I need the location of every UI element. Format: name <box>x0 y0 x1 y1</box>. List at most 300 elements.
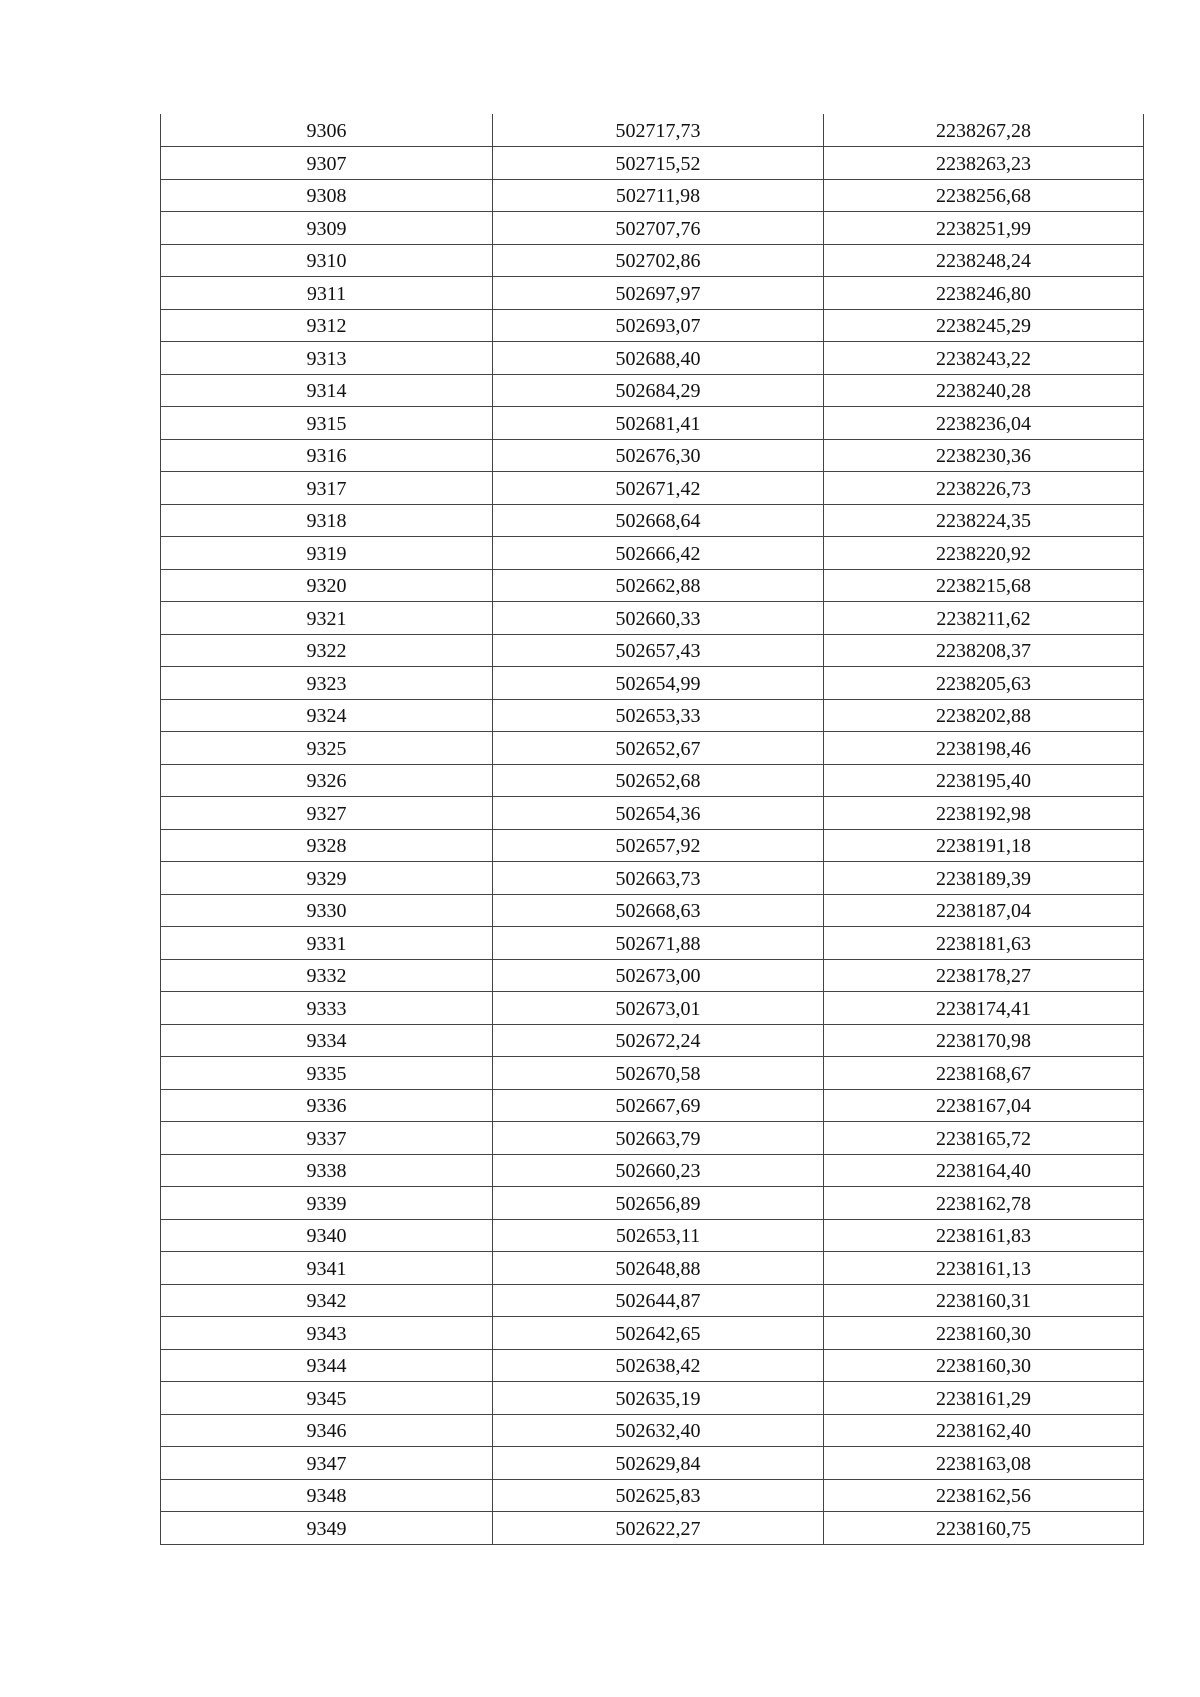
table-row <box>161 1382 1144 1415</box>
y-coordinate-text: 2238211,62 <box>936 607 1031 630</box>
x-coordinate-cell <box>493 179 824 212</box>
x-coordinate-text: 502671,42 <box>615 477 701 500</box>
point-number-cell <box>161 1252 493 1285</box>
x-coordinate-text: 502702,86 <box>615 250 701 273</box>
point-number-cell <box>161 1447 493 1480</box>
point-number-cell <box>161 537 493 570</box>
point-number-cell <box>161 569 493 602</box>
y-coordinate-cell <box>824 927 1144 960</box>
x-coordinate-text: 502673,00 <box>615 965 701 988</box>
y-coordinate-cell <box>824 992 1144 1025</box>
x-coordinate-text: 502660,23 <box>615 1160 701 1183</box>
x-coordinate-cell <box>493 862 824 895</box>
table-row <box>161 829 1144 862</box>
y-coordinate-text: 2238160,31 <box>936 1290 1031 1313</box>
point-number-cell <box>161 602 493 635</box>
y-coordinate-cell <box>824 472 1144 505</box>
x-coordinate-cell <box>493 114 824 147</box>
y-coordinate-text: 2238162,78 <box>936 1192 1031 1215</box>
x-coordinate-cell <box>493 244 824 277</box>
y-coordinate-text: 2238167,04 <box>936 1095 1031 1118</box>
x-coordinate-cell <box>493 602 824 635</box>
point-number-cell <box>161 732 493 765</box>
x-coordinate-text: 502717,73 <box>615 120 701 142</box>
point-number-text: 9323 <box>306 672 347 695</box>
y-coordinate-cell <box>824 667 1144 700</box>
point-number-cell <box>161 1349 493 1382</box>
y-coordinate-text: 2238162,56 <box>936 1485 1031 1508</box>
x-coordinate-text: 502684,29 <box>615 380 701 403</box>
y-coordinate-cell <box>824 1122 1144 1155</box>
x-coordinate-cell <box>493 374 824 407</box>
table-row <box>161 147 1144 180</box>
point-number-text: 9342 <box>306 1290 347 1313</box>
y-coordinate-cell <box>824 959 1144 992</box>
table-row <box>161 1512 1144 1545</box>
point-number-text: 9334 <box>306 1030 347 1053</box>
x-coordinate-cell <box>493 1252 824 1285</box>
point-number-cell <box>161 504 493 537</box>
point-number-text: 9318 <box>306 510 347 533</box>
x-coordinate-cell <box>493 992 824 1025</box>
x-coordinate-text: 502653,11 <box>615 1225 701 1248</box>
x-coordinate-cell <box>493 504 824 537</box>
point-number-cell <box>161 764 493 797</box>
point-number-text: 9344 <box>306 1355 347 1378</box>
x-coordinate-text: 502635,19 <box>615 1387 701 1410</box>
coordinates-table <box>160 114 1144 1545</box>
y-coordinate-text: 2238170,98 <box>936 1030 1031 1053</box>
y-coordinate-text: 2238208,37 <box>936 640 1031 663</box>
x-coordinate-cell <box>493 959 824 992</box>
table-row <box>161 407 1144 440</box>
y-coordinate-cell <box>824 1252 1144 1285</box>
x-coordinate-cell <box>493 472 824 505</box>
x-coordinate-text: 502629,84 <box>615 1452 701 1475</box>
y-coordinate-text: 2238163,08 <box>936 1452 1031 1475</box>
table-row <box>161 1089 1144 1122</box>
table-row <box>161 862 1144 895</box>
x-coordinate-cell <box>493 342 824 375</box>
point-number-text: 9331 <box>306 932 347 955</box>
point-number-text: 9332 <box>306 965 347 988</box>
y-coordinate-text: 2238187,04 <box>936 900 1031 923</box>
y-coordinate-text: 2238164,40 <box>936 1160 1031 1183</box>
y-coordinate-text: 2238205,63 <box>936 672 1031 695</box>
y-coordinate-text: 2238189,39 <box>936 867 1031 890</box>
point-number-text: 9338 <box>306 1160 347 1183</box>
table-row <box>161 732 1144 765</box>
point-number-cell <box>161 309 493 342</box>
y-coordinate-cell <box>824 179 1144 212</box>
y-coordinate-cell <box>824 1382 1144 1415</box>
y-coordinate-cell <box>824 1154 1144 1187</box>
point-number-cell <box>161 797 493 830</box>
y-coordinate-text: 2238256,68 <box>936 185 1031 208</box>
y-coordinate-cell <box>824 1479 1144 1512</box>
point-number-text: 9347 <box>306 1452 347 1475</box>
x-coordinate-cell <box>493 212 824 245</box>
point-number-cell <box>161 472 493 505</box>
table-row <box>161 212 1144 245</box>
point-number-cell <box>161 667 493 700</box>
table-row <box>161 1187 1144 1220</box>
x-coordinate-text: 502663,79 <box>615 1127 701 1150</box>
y-coordinate-text: 2238248,24 <box>936 250 1031 273</box>
point-number-text: 9333 <box>306 997 347 1020</box>
y-coordinate-cell <box>824 602 1144 635</box>
x-coordinate-cell <box>493 1089 824 1122</box>
table-row <box>161 992 1144 1025</box>
table-row <box>161 634 1144 667</box>
y-coordinate-cell <box>824 309 1144 342</box>
point-number-cell <box>161 634 493 667</box>
point-number-cell <box>161 927 493 960</box>
point-number-text: 9306 <box>306 120 347 142</box>
y-coordinate-cell <box>824 147 1144 180</box>
point-number-text: 9312 <box>306 315 347 338</box>
x-coordinate-text: 502672,24 <box>615 1030 701 1053</box>
y-coordinate-cell <box>824 699 1144 732</box>
x-coordinate-text: 502652,67 <box>615 737 701 760</box>
point-number-cell <box>161 114 493 147</box>
point-number-text: 9345 <box>306 1387 347 1410</box>
x-coordinate-cell <box>493 1057 824 1090</box>
y-coordinate-cell <box>824 862 1144 895</box>
y-coordinate-text: 2238181,63 <box>936 932 1031 955</box>
x-coordinate-cell <box>493 1349 824 1382</box>
table-row <box>161 439 1144 472</box>
point-number-cell <box>161 829 493 862</box>
point-number-text: 9325 <box>306 737 347 760</box>
y-coordinate-text: 2238198,46 <box>936 737 1031 760</box>
point-number-text: 9313 <box>306 347 347 370</box>
point-number-cell <box>161 959 493 992</box>
y-coordinate-text: 2238215,68 <box>936 575 1031 598</box>
y-coordinate-text: 2238178,27 <box>936 965 1031 988</box>
x-coordinate-cell <box>493 1479 824 1512</box>
point-number-text: 9319 <box>306 542 347 565</box>
y-coordinate-text: 2238251,99 <box>936 217 1031 240</box>
point-number-text: 9340 <box>306 1225 347 1248</box>
x-coordinate-cell <box>493 829 824 862</box>
y-coordinate-cell <box>824 569 1144 602</box>
y-coordinate-text: 2238246,80 <box>936 282 1031 305</box>
x-coordinate-cell <box>493 1024 824 1057</box>
table-row <box>161 1317 1144 1350</box>
y-coordinate-cell <box>824 212 1144 245</box>
x-coordinate-text: 502652,68 <box>615 770 701 793</box>
x-coordinate-cell <box>493 439 824 472</box>
point-number-text: 9329 <box>306 867 347 890</box>
point-number-text: 9322 <box>306 640 347 663</box>
x-coordinate-text: 502632,40 <box>615 1420 701 1443</box>
y-coordinate-cell <box>824 1512 1144 1545</box>
y-coordinate-text: 2238243,22 <box>936 347 1031 370</box>
point-number-cell <box>161 439 493 472</box>
x-coordinate-cell <box>493 764 824 797</box>
x-coordinate-text: 502656,89 <box>615 1192 701 1215</box>
point-number-text: 9316 <box>306 445 347 468</box>
table-row <box>161 1219 1144 1252</box>
table-row <box>161 667 1144 700</box>
x-coordinate-text: 502666,42 <box>615 542 701 565</box>
x-coordinate-text: 502660,33 <box>615 607 701 630</box>
point-number-cell <box>161 147 493 180</box>
table-row <box>161 797 1144 830</box>
y-coordinate-text: 2238192,98 <box>936 802 1031 825</box>
x-coordinate-text: 502711,98 <box>615 185 701 208</box>
x-coordinate-text: 502668,63 <box>615 900 701 923</box>
point-number-cell <box>161 1284 493 1317</box>
y-coordinate-text: 2238263,23 <box>936 152 1031 175</box>
table-row <box>161 894 1144 927</box>
y-coordinate-text: 2238161,13 <box>936 1257 1031 1280</box>
y-coordinate-cell <box>824 732 1144 765</box>
x-coordinate-cell <box>493 1187 824 1220</box>
point-number-cell <box>161 1024 493 1057</box>
table-row <box>161 277 1144 310</box>
table-row <box>161 1284 1144 1317</box>
point-number-cell <box>161 1317 493 1350</box>
point-number-cell <box>161 894 493 927</box>
y-coordinate-cell <box>824 1447 1144 1480</box>
point-number-cell <box>161 1187 493 1220</box>
x-coordinate-text: 502667,69 <box>615 1095 701 1118</box>
x-coordinate-cell <box>493 1317 824 1350</box>
point-number-cell <box>161 1219 493 1252</box>
x-coordinate-cell <box>493 1219 824 1252</box>
y-coordinate-cell <box>824 342 1144 375</box>
point-number-cell <box>161 1057 493 1090</box>
point-number-text: 9311 <box>306 282 347 305</box>
x-coordinate-text: 502663,73 <box>615 867 701 890</box>
y-coordinate-cell <box>824 1187 1144 1220</box>
x-coordinate-text: 502697,97 <box>615 282 701 305</box>
point-number-text: 9346 <box>306 1420 347 1443</box>
x-coordinate-cell <box>493 569 824 602</box>
y-coordinate-text: 2238161,83 <box>936 1225 1031 1248</box>
point-number-cell <box>161 244 493 277</box>
y-coordinate-cell <box>824 537 1144 570</box>
x-coordinate-text: 502622,27 <box>615 1517 701 1540</box>
x-coordinate-text: 502653,33 <box>615 705 701 728</box>
point-number-cell <box>161 1414 493 1447</box>
x-coordinate-text: 502681,41 <box>615 412 701 435</box>
y-coordinate-text: 2238160,30 <box>936 1355 1031 1378</box>
point-number-cell <box>161 1512 493 1545</box>
x-coordinate-cell <box>493 894 824 927</box>
x-coordinate-text: 502715,52 <box>615 152 701 175</box>
x-coordinate-text: 502644,87 <box>615 1290 701 1313</box>
point-number-cell <box>161 179 493 212</box>
y-coordinate-text: 2238174,41 <box>936 997 1031 1020</box>
point-number-cell <box>161 212 493 245</box>
point-number-text: 9348 <box>306 1485 347 1508</box>
x-coordinate-text: 502657,43 <box>615 640 701 663</box>
table-row <box>161 1479 1144 1512</box>
table-row <box>161 1057 1144 1090</box>
x-coordinate-text: 502693,07 <box>615 315 701 338</box>
x-coordinate-cell <box>493 309 824 342</box>
table-row <box>161 1122 1144 1155</box>
x-coordinate-text: 502654,36 <box>615 802 701 825</box>
y-coordinate-text: 2238226,73 <box>936 477 1031 500</box>
point-number-cell <box>161 1382 493 1415</box>
point-number-cell <box>161 1479 493 1512</box>
point-number-cell <box>161 342 493 375</box>
y-coordinate-text: 2238245,29 <box>936 315 1031 338</box>
x-coordinate-text: 502654,99 <box>615 672 701 695</box>
y-coordinate-cell <box>824 894 1144 927</box>
table-row <box>161 244 1144 277</box>
table-row <box>161 309 1144 342</box>
point-number-text: 9307 <box>306 152 347 175</box>
coordinates-table-body <box>161 114 1144 1544</box>
table-row <box>161 504 1144 537</box>
point-number-text: 9321 <box>306 607 347 630</box>
x-coordinate-cell <box>493 537 824 570</box>
point-number-text: 9327 <box>306 802 347 825</box>
y-coordinate-cell <box>824 407 1144 440</box>
y-coordinate-text: 2238230,36 <box>936 445 1031 468</box>
point-number-text: 9343 <box>306 1322 347 1345</box>
point-number-text: 9314 <box>306 380 347 403</box>
x-coordinate-cell <box>493 1512 824 1545</box>
y-coordinate-text: 2238165,72 <box>936 1127 1031 1150</box>
table-row <box>161 537 1144 570</box>
y-coordinate-cell <box>824 797 1144 830</box>
table-row <box>161 1024 1144 1057</box>
x-coordinate-cell <box>493 407 824 440</box>
y-coordinate-text: 2238236,04 <box>936 412 1031 435</box>
x-coordinate-cell <box>493 699 824 732</box>
y-coordinate-cell <box>824 1284 1144 1317</box>
y-coordinate-text: 2238195,40 <box>936 770 1031 793</box>
table-row <box>161 1414 1144 1447</box>
point-number-cell <box>161 992 493 1025</box>
table-row <box>161 114 1144 147</box>
table-row <box>161 569 1144 602</box>
point-number-text: 9324 <box>306 705 347 728</box>
point-number-text: 9341 <box>306 1257 347 1280</box>
table-row <box>161 764 1144 797</box>
point-number-text: 9320 <box>306 575 347 598</box>
x-coordinate-cell <box>493 1447 824 1480</box>
y-coordinate-cell <box>824 1089 1144 1122</box>
y-coordinate-text: 2238168,67 <box>936 1062 1031 1085</box>
x-coordinate-cell <box>493 797 824 830</box>
x-coordinate-text: 502671,88 <box>615 932 701 955</box>
y-coordinate-text: 2238267,28 <box>936 120 1031 142</box>
y-coordinate-text: 2238224,35 <box>936 510 1031 533</box>
x-coordinate-cell <box>493 927 824 960</box>
x-coordinate-text: 502670,58 <box>615 1062 701 1085</box>
point-number-cell <box>161 407 493 440</box>
table-row <box>161 602 1144 635</box>
point-number-cell <box>161 1089 493 1122</box>
table-row <box>161 342 1144 375</box>
point-number-cell <box>161 699 493 732</box>
y-coordinate-text: 2238240,28 <box>936 380 1031 403</box>
table-row <box>161 472 1144 505</box>
x-coordinate-cell <box>493 1154 824 1187</box>
x-coordinate-text: 502638,42 <box>615 1355 701 1378</box>
x-coordinate-cell <box>493 1382 824 1415</box>
x-coordinate-cell <box>493 147 824 180</box>
y-coordinate-cell <box>824 1057 1144 1090</box>
table-row <box>161 1447 1144 1480</box>
point-number-cell <box>161 374 493 407</box>
y-coordinate-cell <box>824 634 1144 667</box>
y-coordinate-cell <box>824 244 1144 277</box>
table-row <box>161 179 1144 212</box>
point-number-text: 9309 <box>306 217 347 240</box>
y-coordinate-cell <box>824 504 1144 537</box>
x-coordinate-text: 502668,64 <box>615 510 701 533</box>
x-coordinate-text: 502688,40 <box>615 347 701 370</box>
x-coordinate-cell <box>493 1284 824 1317</box>
x-coordinate-text: 502642,65 <box>615 1322 701 1345</box>
point-number-text: 9310 <box>306 250 347 273</box>
x-coordinate-cell <box>493 1414 824 1447</box>
point-number-text: 9349 <box>306 1517 347 1540</box>
table-row <box>161 374 1144 407</box>
y-coordinate-text: 2238160,30 <box>936 1322 1031 1345</box>
x-coordinate-cell <box>493 277 824 310</box>
y-coordinate-cell <box>824 1024 1144 1057</box>
point-number-text: 9328 <box>306 835 347 858</box>
y-coordinate-cell <box>824 439 1144 472</box>
table-row <box>161 959 1144 992</box>
point-number-text: 9317 <box>306 477 347 500</box>
point-number-text: 9308 <box>306 185 347 208</box>
y-coordinate-text: 2238161,29 <box>936 1387 1031 1410</box>
point-number-text: 9326 <box>306 770 347 793</box>
x-coordinate-cell <box>493 667 824 700</box>
x-coordinate-cell <box>493 1122 824 1155</box>
x-coordinate-text: 502648,88 <box>615 1257 701 1280</box>
y-coordinate-text: 2238202,88 <box>936 705 1031 728</box>
y-coordinate-text: 2238191,18 <box>936 835 1031 858</box>
y-coordinate-cell <box>824 1317 1144 1350</box>
point-number-cell <box>161 1122 493 1155</box>
point-number-text: 9330 <box>306 900 347 923</box>
x-coordinate-cell <box>493 634 824 667</box>
table-row <box>161 927 1144 960</box>
point-number-text: 9315 <box>306 412 347 435</box>
x-coordinate-text: 502625,83 <box>615 1485 701 1508</box>
point-number-cell <box>161 277 493 310</box>
y-coordinate-cell <box>824 764 1144 797</box>
x-coordinate-text: 502657,92 <box>615 835 701 858</box>
y-coordinate-cell <box>824 1219 1144 1252</box>
point-number-text: 9339 <box>306 1192 347 1215</box>
y-coordinate-cell <box>824 1349 1144 1382</box>
x-coordinate-text: 502676,30 <box>615 445 701 468</box>
x-coordinate-text: 502673,01 <box>615 997 701 1020</box>
y-coordinate-cell <box>824 1414 1144 1447</box>
table-row <box>161 1252 1144 1285</box>
y-coordinate-text: 2238160,75 <box>936 1517 1031 1540</box>
x-coordinate-text: 502707,76 <box>615 217 701 240</box>
point-number-text: 9336 <box>306 1095 347 1118</box>
x-coordinate-text: 502662,88 <box>615 575 701 598</box>
y-coordinate-cell <box>824 277 1144 310</box>
y-coordinate-cell <box>824 829 1144 862</box>
point-number-cell <box>161 862 493 895</box>
y-coordinate-cell <box>824 374 1144 407</box>
